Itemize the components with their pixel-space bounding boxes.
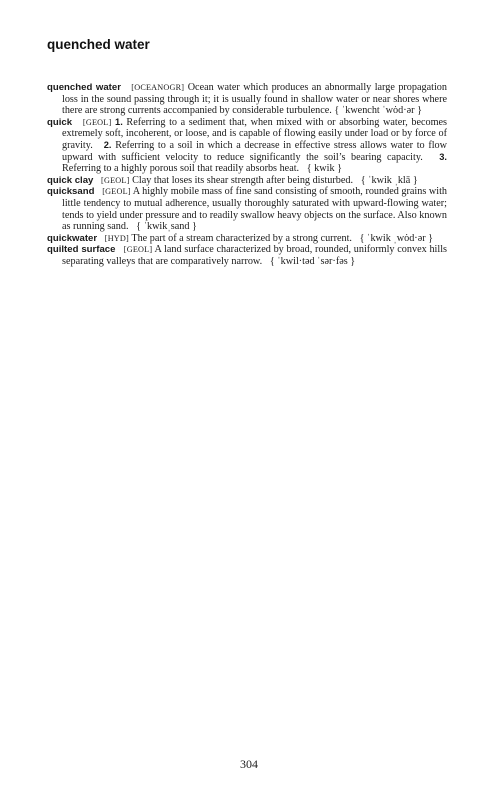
entry-headword: quilted surface <box>47 244 116 256</box>
entry-quilted-surface <box>47 244 447 267</box>
entry-definition: Clay that loses its shear strength after being disturbed. <box>132 174 354 186</box>
entry-definition: The part of a stream characterized by a strong current. <box>131 232 352 244</box>
dictionary-entries <box>47 82 447 268</box>
entry-definition: A highly mobile mass of fine sand consisting of smooth, rounded grains with little tendency to mutual adherence, usually thoroughly saturated with upward-flowing water; tends to yield under pressure and to readily swallow heavy objects on the surface. Also known as running sand. <box>62 186 448 233</box>
entry-headword: quicksand <box>47 186 95 198</box>
entry-pronunciation: { ˈkwik ˌklā } <box>360 174 418 186</box>
sense-number: 1. <box>115 116 123 127</box>
sense-definition: Referring to a sediment that, when mixed with or absorbing water, becomes extremely soft, incoherent, or loose, and is capable of flowing easily under load or by force of gravity. <box>62 116 448 151</box>
entry-pronunciation: { ˈkwil·təd ˈsər·fəs } <box>269 255 356 267</box>
entry-field: [HYD] <box>104 233 129 243</box>
running-head: quenched water <box>47 37 150 52</box>
entry-field: [GEOL] <box>102 187 131 197</box>
entry-pronunciation: { ˈkwencht ˈwȯd·ər } <box>334 105 422 117</box>
sense-number: 3. <box>439 151 448 162</box>
entry-definition: Ocean water which produces an abnormally large propagation loss in the sound passing through it; it is usually found in shallow water or near shores where there are strong currents accompanied by considerable turbulence. <box>62 82 447 117</box>
entry-quickwater <box>47 233 447 245</box>
page-number: 304 <box>240 757 258 771</box>
sense-definition: Referring to a highly porous soil that readily absorbs heat. <box>62 163 300 175</box>
sense-number: 2. <box>103 139 112 150</box>
entry-headword: quick clay <box>47 174 94 186</box>
entry-headword: quickwater <box>47 232 98 244</box>
entry-field: [GEOL] <box>101 175 130 185</box>
entry-pronunciation: { ˈkwikˌsand } <box>136 221 197 233</box>
entry-headword: quenched water <box>47 82 121 93</box>
entry-pronunciation: { ˈkwik ˌwȯd·ər } <box>359 232 434 244</box>
entry-quick <box>47 117 447 175</box>
entry-field: [OCEANOGR] <box>131 83 185 92</box>
sense-definition: Referring to a soil in which a decrease in effective stress allows water to flow upward with sufficient velocity to reduce significantly the soil’s bearing capacity. <box>62 139 447 163</box>
entry-definition: A land surface characterized by broad, rounded, uniformly convex hills separating valleys that are comparatively narrow. <box>62 244 448 267</box>
entry-pronunciation: { kwik } <box>306 163 342 175</box>
entry-field: [GEOL] <box>123 245 153 255</box>
entry-field: [GEOL] <box>82 117 112 127</box>
entry-quenched-water <box>47 82 447 117</box>
entry-quick-clay <box>47 175 447 187</box>
entry-quicksand <box>47 186 447 232</box>
entry-headword: quick <box>47 116 73 128</box>
